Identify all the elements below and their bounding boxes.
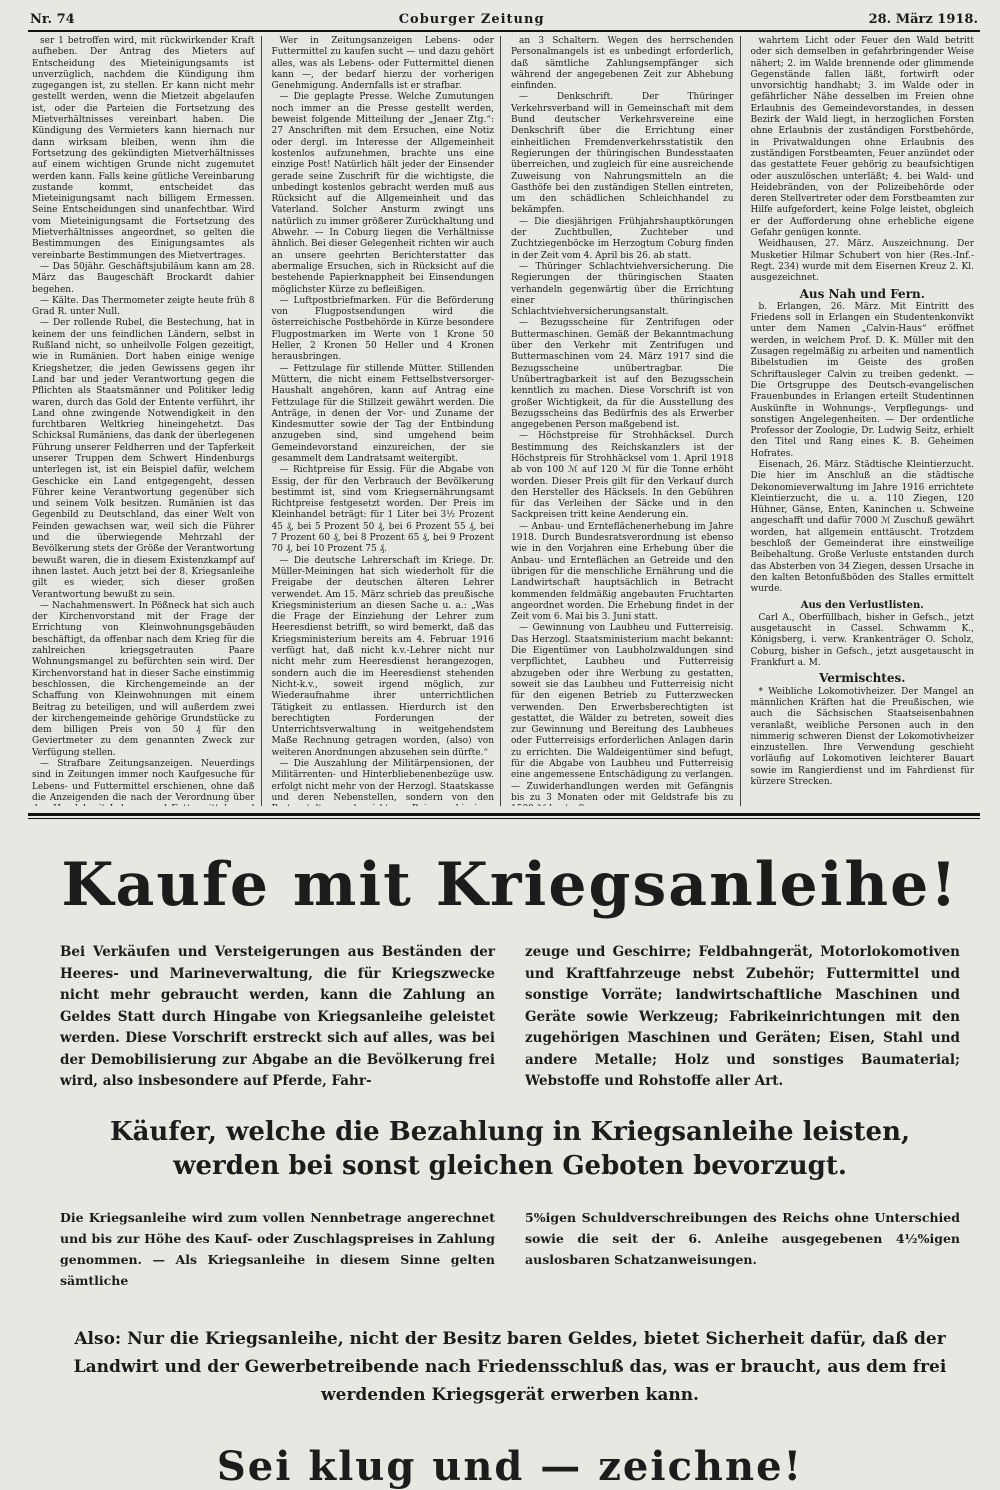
ad-preference-line-1: Käufer, welche die Bezahlung in Kriegsanleihe leisten, [109, 1116, 911, 1147]
article-paragraph: — Die deutsche Lehrerschaft im Kriege. Dr. Müller-Meiningen hat sich wiederholt für die Freigabe der deutschen älteren Lehrer verwendet. Am 15. März schrieb das preußische Kriegsministerium an diesen Sache u. a.: „Was die Frage der Einziehung der Lehrer zum Heeresdienst betrifft, so wird bemerkt, daß das Kriegsministerium bereits am 4. Februar 1916 verfügt hat, daß nicht k.v.-Lehrer nicht nur nicht mehr zum Heeresdienst herangezogen, sondern auch die im Heeresdienst stehenden Nicht-k.v., soweit irgend möglich, zur Wiederaufnahme ihrer unterrichtlichen Tätigkeit zu entlassen. Hierdurch ist den berechtigten Forderungen der Unterrichtsverwaltung in weitgehendstem Maße Rechnung getragen worden, (also) von weiteren Anordnungen abzusehen sein dürfte.“ [271, 555, 494, 758]
article-paragraph: — Das 50jähr. Geschäftsjubiläum kann am 28. März das Baugeschäft Brockardt dahier begehen. [32, 261, 255, 295]
article-paragraph: — Anbau- und Ernteflächenerhebung im Jahre 1918. Durch Bundesratsverordnung ist ebenso wie in den Vorjahren eine Erhebung über die Anbau- und Ernteflächen an Getreide und den übrigen für die menschliche Ernährung und die Landwirtschaft hauptsächlich in Betracht kommenden feldmäßig angebauten Fruchtarten angeordnet worden. Die Erhebung findet in der Zeit vom 6. Mai bis 3. Juni statt. [511, 521, 734, 623]
article-paragraph: — Fettzulage für stillende Mütter. Stillenden Müttern, die nicht einem Fettselbstversorger-Haushalt angehören, kann auf Antrag eine Fettzulage für die Stillzeit gewährt werden. Die Anträge, in denen der Vor- und Zuname der Kindesmutter sowie der Tag der Entbindung anzugeben sind, sind umgehend beim Gemeindevorstand einzureichen, der sie gesammelt dem Landratsamt weitergibt. [271, 363, 494, 464]
ad-body-2-right: 5%igen Schuldverschreibungen des Reichs ohne Unterschied sowie die seit der 6. Anleihe ausgegebenen 4½%igen auslosbaren Schatzanweisungen. [525, 1209, 960, 1267]
section-heading-verlustlisten: Aus den Verlustlisten. [800, 599, 924, 611]
article-paragraph: — Richtpreise für Essig. Für die Abgabe von Essig, der für den Verbrauch der Bevölkerung bestimmt ist, sind vom Kriegsernährungsamt Richtpreise festgesetzt worden. Der Preis im Kleinhandel beträgt: für 1 Liter bei 3½ Prozent 45 ₰, bei 5 Prozent 50 ₰, bei 6 Prozent 55 ₰, bei 7 Prozent 60 ₰, bei 8 Prozent 65 ₰, bei 9 Prozent 70 ₰, bei 10 Prozent 75 ₰. [271, 465, 494, 555]
ad-body-1-right: zeuge und Geschirre; Feldbahngerät, Motorlokomotiven und Kraftfahrzeuge nebst Zubehör; Futtermittel und sonstige Vorräte; landwirtschaftliche Maschinen und Geräte sowie Werkzeug; Fabrikeinrichtungen mit den zugehörigen Maschinen und Geräten; Eisen, Stahl und andere Metalle; Holz und sonstiges Baumaterial; Webstoffe und Rohstoffe aller Art. [525, 944, 960, 1089]
header-rule [28, 30, 980, 32]
article-paragraph: Carl A., Oberfüllbach, bisher in Gefsch., jetzt ausgetauscht in Cassel. Schwamm K., Königsberg, i. verw. Krankenträger O. Scholz, Coburg, bisher in Gefsch., jetzt ausgetauscht in Frankfurt a. M. [750, 612, 974, 669]
issue-date: 28. März 1918. [868, 11, 978, 27]
article-paragraph: — Luftpostbriefmarken. Für die Beförderung von Flugpostsendungen wird die österreichische Postbehörde in Kürze besondere Flugpostmarken im Werte von 1 Krone 50 Heller, 2 Kronen 50 Heller und 4 Kronen herausbringen. [271, 295, 494, 363]
issue-number: Nr. 74 [30, 11, 75, 27]
article-paragraph: — Die Auszahlung der Militärpensionen, der Militärrenten- und Hinterbliebenenbezüge usw. erfolgt nicht mehr von der Herzogl. Staatskasse und deren Nebenstellen, sondern von den [271, 759, 494, 803]
column-2 [268, 36, 502, 806]
section-rule [28, 813, 980, 816]
article-paragraph: — Kälte. Das Thermometer zeigte heute früh 8 Grad R. unter Null. [32, 295, 255, 318]
article-paragraph: ser 1 betroffen wird, mit rückwirkender Kraft aufheben. Der Antrag des Mieters auf Entscheidung des Mieteinigungsamts ist unverzüglich, nachdem die Kündigung ihm zugegangen ist, zu stellen. Er kann nicht mehr gestellt werden, wenn die Mietzeit abgelaufen ist, oder die Parteien die Fortsetzung des Mietverhältnisses vereinbart haben. Die Kündigung des Vermieters kann hiernach nur dann wirksam bleiben, wenn ihm die Fortsetzung des gekündigten Mietverhältnisses auf einem wichtigen Grunde nicht zugemutet werden kann. Falls keine gütliche Vereinbarung zustande kommt, entscheidet das Mieteinigungsamt nach billigem Ermessen. Seine Entscheidungen sind unanfechtbar. Wird vom Mieteinigungsamt die Fortsetzung des Mietverhältnisses angeordnet, so gelten die Bestimmungen des Einigungsamtes als vereinbarte Bestimmungen des Mietvertrages. [32, 36, 255, 261]
column-1 [28, 36, 262, 806]
article-paragraph: — Bezugsscheine für Zentrifugen oder Buttermaschinen. Gemäß der Bekanntmachung über den Verkehr mit Zentrifugen und Buttermaschinen vom 24. März 1917 sind die Bezugsscheine unübertragbar. Die Unübertragbarkeit ist auf den Bezugsschein kenntlich zu machen. Diese Vorschrift ist von großer Wichtigkeit, da für die Ausstellung des Bezugsscheins das Bedürfnis des als Erwerber angegebenen Person maßgebend ist. [511, 318, 734, 431]
article-paragraph: * Weibliche Lokomotivheizer. Der Mangel an männlichen Kräften hat die Preußischen, wie auch die Sächsischen Staatseisenbahnen veranlaßt, weibliche Personen auch in den nimmerig schweren Dienst der Lokomotivheizer einzustellen. Ihre Verwendung geschieht vorläufig auf Lokomotiven leichterer Bauart sowie im Rangierdienst und im Fahrdienst für kürzere Strecken. [750, 686, 974, 787]
article-paragraph: Weidhausen, 27. März. Auszeichnung. Der Musketier Hilmar Schubert von hier (Res.-Inf.-Regt. 234) wurde mit dem Eisernen Kreuz 2. Kl. ausgezeichnet. [750, 239, 974, 284]
section-heading-vermischtes: Vermischtes. [819, 671, 906, 686]
article-paragraph: — Denkschrift. Der Thüringer Verkehrsverband will in Gemeinschaft mit dem Bund deutscher Verkehrsvereine eine Denkschrift über die Errichtung einer einheitlichen Fremdenverkehrsstatistik den Regierungen der thüringischen Bundesstaaten überreichen, und zugleich für eine ausreichende Zuweisung von Nahrungsmitteln an die Gasthöfe bei den zuständigen Stellen eintreten, um den schädlichen Schleichhandel zu bekämpfen. [511, 92, 734, 216]
section-heading-nah-fern: Aus Nah und Fern. [799, 286, 925, 301]
article-columns [28, 36, 980, 806]
article-paragraph: — Thüringer Schlachtviehversicherung. Die Regierungen der thüringischen Staaten verhandeln gegenwärtig über die Errichtung einer thüringischen Schlachtviehversicherungsanstalt. [511, 261, 734, 318]
article-paragraph: — Strafbare Zeitungsanzeigen. Neuerdings sind in Zeitungen immer noch Kaufgesuche für Lebens- und Futtermittel erschienen, ohne daß die Anzeigenden die nach der Verordnung über [32, 759, 255, 803]
column-3 [507, 36, 741, 806]
article-paragraph: an 3 Schaltern. Wegen des herrschenden Personalmangels ist es unbedingt erforderlich, daß sämtliche Zahlungsempfänger sich während der angegebenen Zeit zur Abhebung einfinden. [511, 36, 734, 92]
article-paragraph: — Nachahmenswert. In Pößneck hat sich auch der Kirchenvorstand mit der Frage der Errichtung von Kleinwohnungsgebäuden beschäftigt, da offenbar nach dem Krieg für die zahlreichen kriegsgetrauten Paare Wohnungsmangel zu befürchten sein wird. Der Kirchenvorstand hat in dieser Sache einstimmig beschlossen, die Kirchengemeinde an der Schaffung von Kleinwohnungen mit einem Beitrag zu beteiligen, und will außerdem zwei der kirchengemeinde gehörige Grundstücke zu dem billigen Preis von 50 ₰ für den Geviertmeter zu dem genannten Zweck zur Verfügung stellen. [32, 600, 255, 758]
article-paragraph: Wer in Zeitungsanzeigen Lebens- oder Futtermittel zu kaufen sucht — und dazu gehört alles, was als Lebens- oder Futtermittel dienen kann —, der bedarf hierzu der vorherigen Genehmigung. Andernfalls ist er strafbar. [271, 36, 494, 92]
ad-body-2 [60, 1207, 960, 1291]
war-bond-advertisement [60, 830, 960, 1490]
ad-headline: Kaufe mit Kriegsanleihe! [61, 850, 959, 920]
article-paragraph: — Gewinnung von Laubheu und Futterreisig. Das Herzogl. Staatsministerium macht bekannt: Die Eigentümer von Laubholzwaldungen sind verpflichtet, Laubheu und Futterreisig abzugeben oder ihre Werbung zu gestatten, soweit sie das Laubheu und Futterreisig nicht für den eigenen Betrieb zu Futterzwecken verwenden. Den Erwerbsberechtigten ist gestattet, die Wälder zu betreten, soweit dies zur Gewinnung und Bereitung des Laubheues oder Futterreisigs erforderlichen Anlagen darin zu errichten. Die Waldeigentümer sind befugt, für die Abgabe von Laubheu und Futterreisig eine angemessene Entschädigung zu verlangen. — Zuwiderhandlungen werden mit Gefängnis bis zu 3 Monaten oder mit Geldstrafe bis zu [511, 623, 734, 803]
section-rule-thin [28, 818, 980, 819]
ad-conclusion: Also: Nur die Kriegsanleihe, nicht der Besitz baren Geldes, bietet Sicherheit dafür, daß der Landwirt und der Gewerbetreibende nach Friedensschluß das, was er braucht, aus dem frei werdenden Kriegsgerät erwerben kann. [73, 1328, 947, 1405]
column-4 [747, 36, 981, 806]
ad-preference-line-2: werden bei sonst gleichen Geboten bevorzugt. [173, 1150, 847, 1181]
article-paragraph: — Höchstpreise für Strohhäcksel. Durch Bestimmung des Reichskanzlers ist der Höchstpreis für Strohhäcksel vom 1. April 1918 ab von 100 ℳ auf 120 ℳ für die Tonne erhöht worden. Dieser Preis gilt für den Verkauf durch den Hersteller des Häcksels. In den Gebühren für das Verleihen der Säcke und in den Sackpreisen tritt keine Aenderung ein. [511, 431, 734, 521]
ad-preference [60, 1115, 960, 1183]
masthead: Coburger Zeitung [398, 11, 545, 27]
article-paragraph: Eisenach, 26. März. Städtische Kleintierzucht. Die hier im Anschluß an die städtische Dekonomieverwaltung im Jahre 1916 errichtete Kleintierzucht, die u. a. 110 Ziegen, 120 Hühner, Gänse, Enten, Kaninchen u. Schweine angeschafft und dafür 7000 ℳ Zuschuß gewährt worden, hat allgemein enttäuscht. Trotzdem beschloß der Gemeinderat ihre einstweilige Beibehaltung. Große Verluste entstanden durch das Absterben von 34 Ziegen, dessen Ursache in den kalten Betonfußböden des Stalles ermittelt wurde. [750, 459, 974, 595]
ad-body-2-left: Die Kriegsanleihe wird zum vollen Nennbetrage angerechnet und bis zur Höhe des Kauf- oder Zuschlagspreises in Zahlung genommen. — Als Kriegsanleihe in diesem Sinne gelten sämtliche [60, 1209, 495, 1288]
article-paragraph: b. Erlangen, 26. März. Mit Eintritt des Friedens soll in Erlangen ein Studentenkonvikt unter dem Namen „Calvin-Haus“ eröffnet werden, in welchem Prof. D. K. Müller mit den Zusagen regelmäßig zu arbeiten und namentlich Bibelstudien im Geiste des großen Schriftausleger Calvin zu treiben gedenkt. — Die Ortsgruppe des Deutsch-evangelischen Frauenbundes in Erlangen erteilt Studentinnen Auskünfte in Wohnungs-, Verpflegungs- und sonstigen Angelegenheiten. — Der ordentliche Professor der Zoologie, Dr. Ludwig Seitz, erhielt den Titel und Rang eines K. B. Geheimen Hofrates. [750, 301, 974, 459]
ad-body-1 [60, 942, 960, 1093]
article-paragraph: — Die diesjährigen Frühjahrshauptkörungen der Zuchtbullen, Zuchteber und Zuchtziegenböcke im Herzogtum Coburg finden in der Zeit vom 4. April bis 26. ab statt. [511, 216, 734, 261]
article-paragraph: wahrtem Licht oder Feuer den Wald betritt oder sich demselben in gefahrbringender Weise nähert; 2. im Walde brennende oder glimmende Gegenstände fallen läßt, fortwirft oder unvorsichtig handhabt; 3. im Walde oder in gefährlicher Nähe desselben im Freien ohne Erlaubnis des Gemeindevorstandes, in dessen Bezirk der Wald liegt, in herzoglichen Forsten ohne Erlaubnis der zuständigen Forstbehörde, in Privatwaldungen ohne Erlaubnis des zuständigen Forstbeamten, Feuer anzündet oder das gestattete Feuer gehörig zu beaufsichtigen oder auszulöschen unterläßt; 4. bei Wald- und Heidebränden, von der Polizeibehörde oder deren Stellvertreter oder dem Forstbeamten zur Hilfe aufgefordert, keine Folge leistet, obgleich er der Aufforderung ohne erhebliche eigene Gefahr genügen konnte. [750, 36, 974, 239]
article-paragraph: — Der rollende Rubel, die Bestechung, hat in keinem der uns feindlichen Ländern, selbst in Rußland nicht, so unheilvolle Folgen gezeitigt, wie in Rumänien. Dort haben einige wenige Kriegshetzer, die jeden Gewissens gegen ihr Land bar und jeder Verantwortung gegen die Pflichten als Staatsmänner und Politiker ledig waren, durch das Gold der Entente verführt, ihr Land ohne zwingende Notwendigkeit in den furchtbaren Weltkrieg hineingehetzt. Das Schicksal Rumäniens, das dank der überlegenen Führung unserer Feldherren und der Tapferkeit unserer Truppen dem Schwert Hindenburgs unterlegen ist, ist ein Beispiel dafür, welchem Geschicke ein Land entgegengeht, dessen Führer keine Verantwortung gegenüber sich und seinem Volk besitzen. Rumänien ist das Gegenbild zu Deutschland, das einer Welt von Feinden gewachsen war, weil sich die Führer und die überwiegende Mehrzahl der Bevölkerung stets der Größe der Verantwortung bewußt waren, die in diesem Existenzkampf auf ihnen lastet. Auch jetzt bei der 8. Kriegsanleihe gilt es wieder, sich dieser großen Verantwortung bewußt zu sein. [32, 318, 255, 600]
page-header [30, 8, 978, 30]
article-paragraph: — Die geplagte Presse. Welche Zumutungen noch immer an die Presse gestellt werden, beweist folgende Mitteilung der „Jenaer Ztg.“: 27 Anschriften mit dem Ersuchen, eine Notiz oder dergl. im Interesse der Allgemeinheit kostenlos aufzunehmen, brachte uns eine einzige Post! Natürlich hält jeder der Einsender gerade seine Zuschrift für die wichtigste, die unbedingt kostenlos gebracht werden muß aus Rücksicht auf die Allgemeinheit und das Vaterland. Solcher Ansturm zwingt uns natürlich zu immer größerer Zurückhaltung und Abwehr. — In Coburg liegen die Verhältnisse ähnlich. Bei dieser Gelegenheit richten wir auch an unsere geehrten Berichterstatter das abermalige Ersuchen, sich in Rücksicht auf die bestehende Papierknappheit bei Einsendungen möglichster Kürze zu befleißigen. [271, 92, 494, 295]
ad-body-1-left: Bei Verkäufen und Versteigerungen aus Beständen der Heeres- und Marineverwaltung, die für Kriegszwecke nicht mehr gebraucht werden, kann die Zahlung an Geldes Statt durch Hingabe von Kriegsanleihe geleistet werden. Diese Vorschrift erstreckt sich auf alles, was bei der Demobilisierung zur Abgabe an die Bevölkerung frei wird, also insbesondere auf Pferde, Fahr- [60, 944, 495, 1089]
ad-slogan: Sei klug und — zeichne! [216, 1442, 804, 1490]
